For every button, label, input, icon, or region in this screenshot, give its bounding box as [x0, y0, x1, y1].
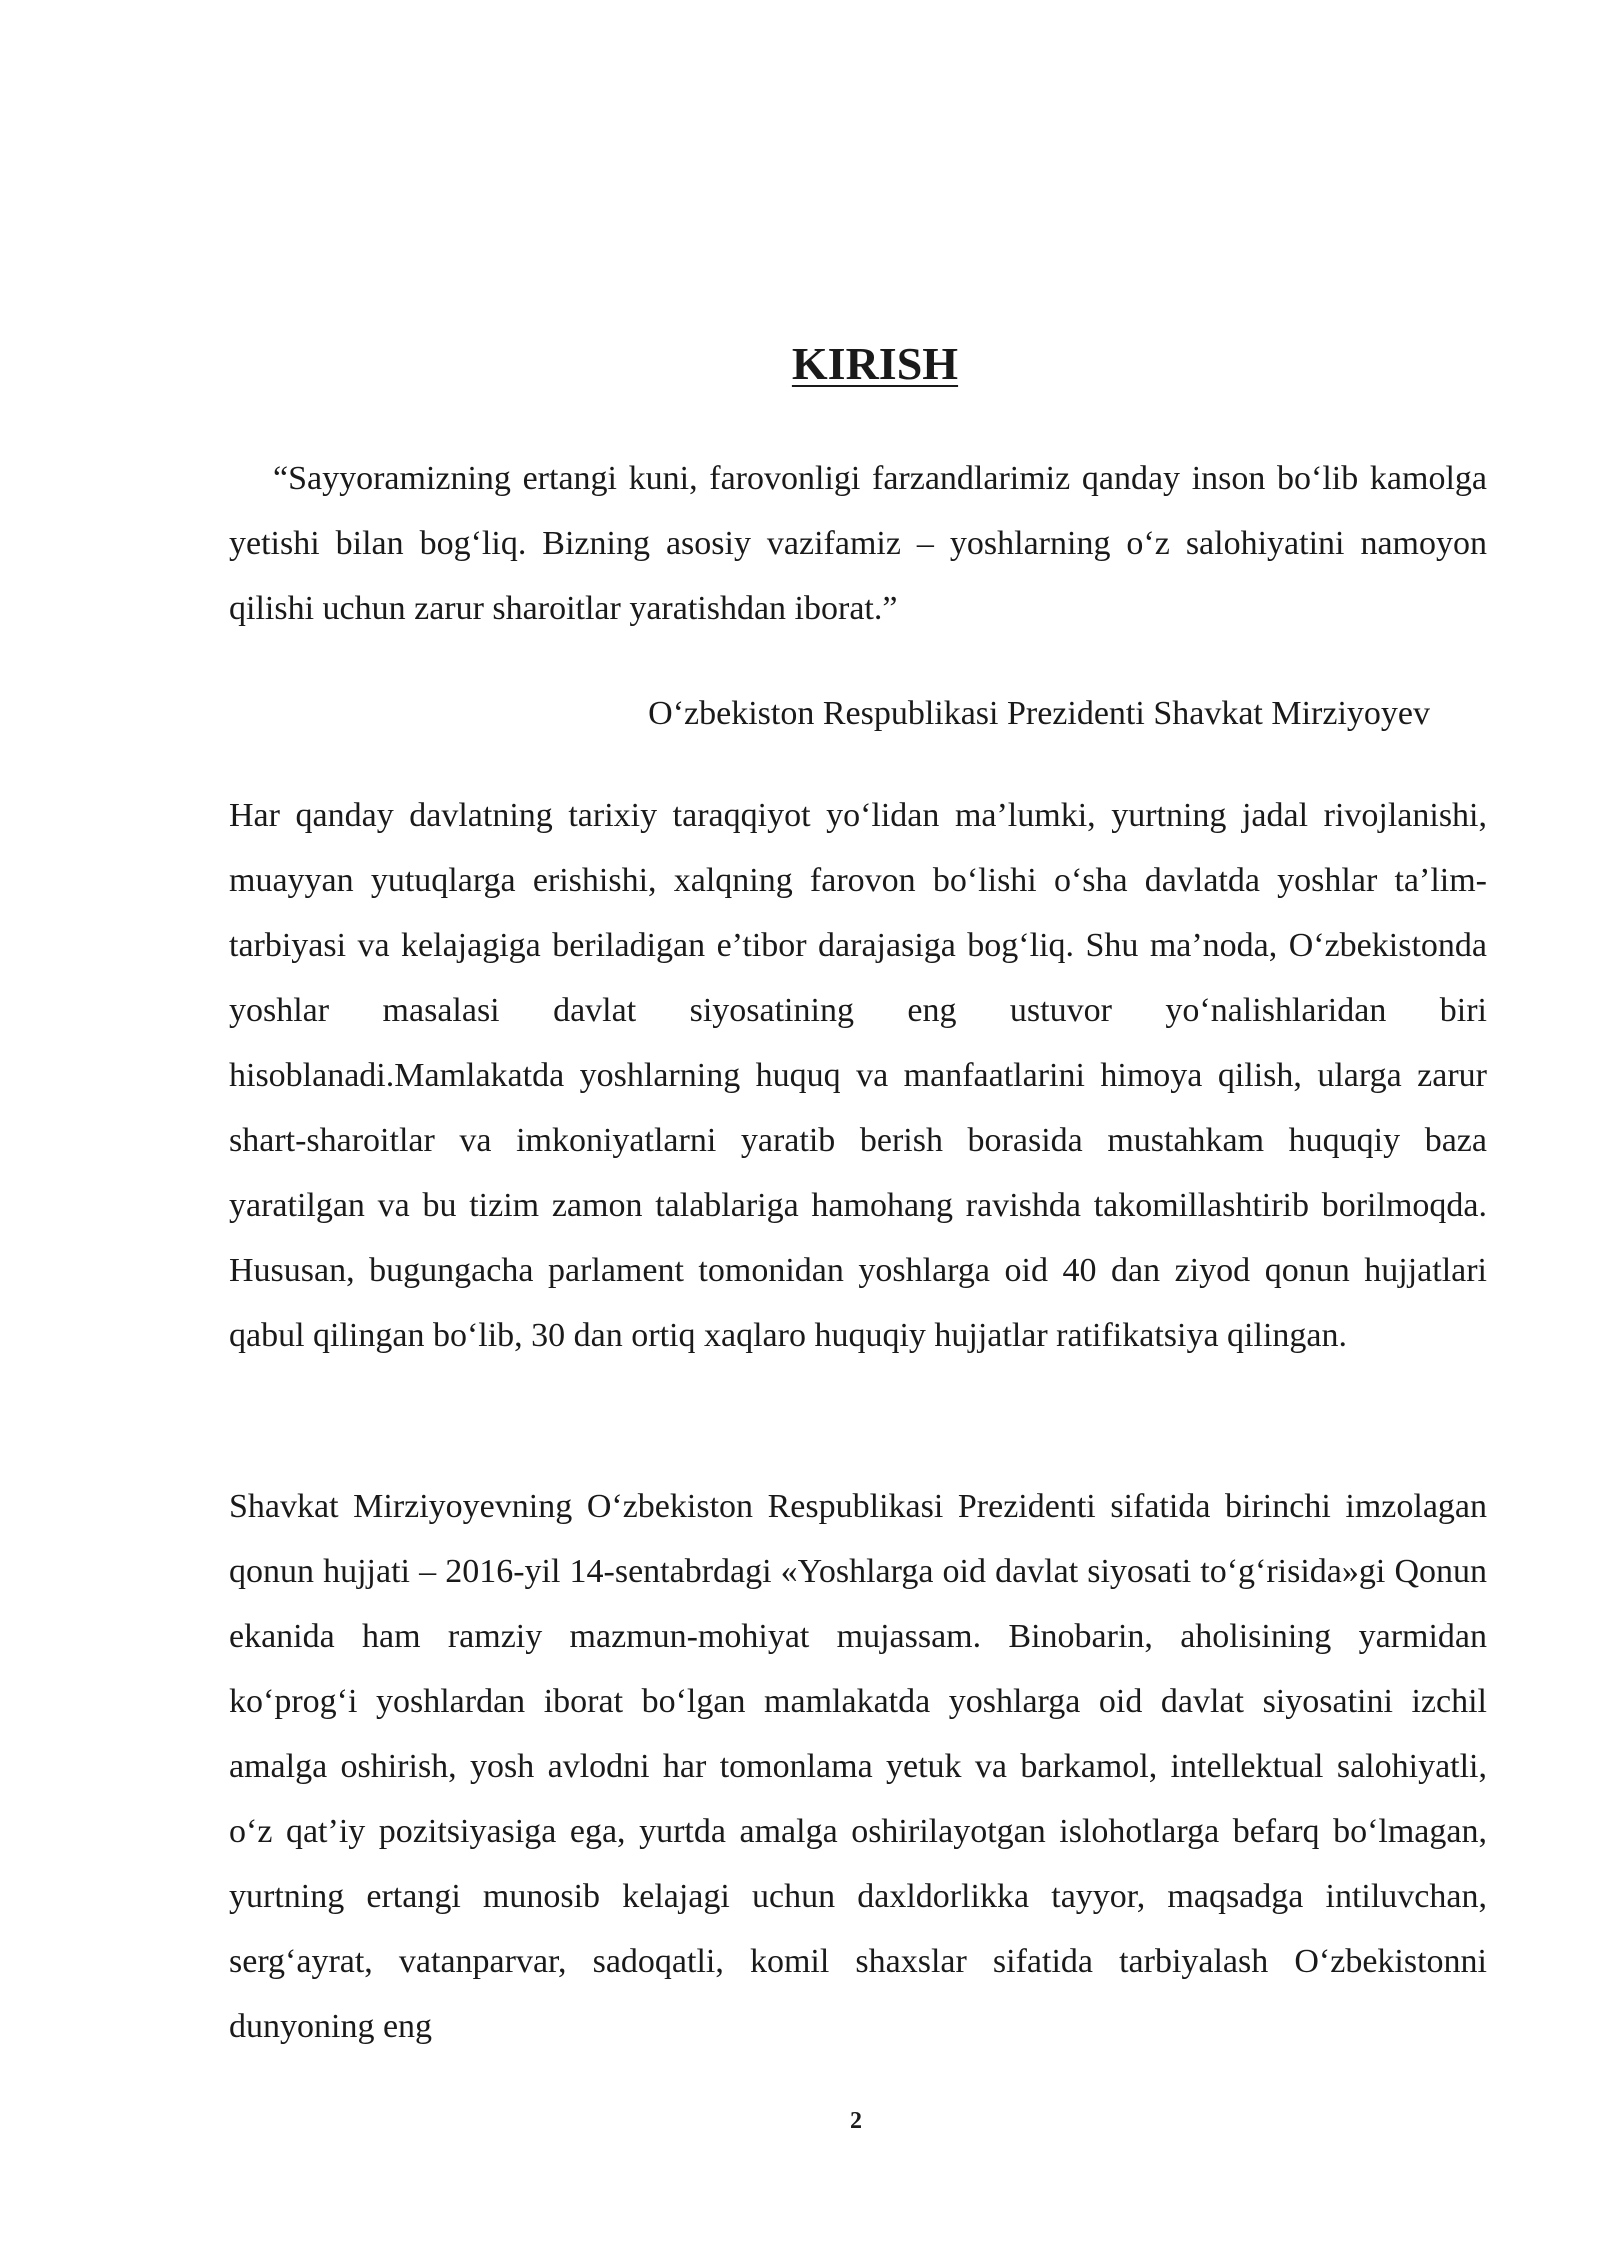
body-paragraph-2: Shavkat Mirziyoyevning O‘zbekiston Respublikasi Prezidenti sifatida birinchi imzolagan qonun hujjati – 2016-yil 14-sentabrdagi «Yoshlarga oid davlat siyosati to‘g‘risida»gi Qonun ekanida ham ramziy mazmun-mohiyat mujassam. Binobarin, aholisining yarmidan ko‘prog‘i yoshlardan iborat bo‘lgan mamlakatda yoshlarga oid davlat siyosatini izchil amalga oshirish, yosh avlodni har tomonlama yetuk va barkamol, intellektual salohiyatli, o‘z qat’iy pozitsiyasiga ega, yurtda amalga oshirilayotgan islohotlarga befarq bo‘lmagan, yurtning ertangi munosib kelajagi uchun daxldorlikka tayyor, maqsadga intiluvchan, serg‘ayrat, vatanparvar, sadoqatli, komil shaxslar sifatida tarbiyalash O‘zbekistonni dunyoning eng — [229, 1488, 1487, 2045]
epigraph-author: O‘zbekiston Respublikasi Prezidenti Shavkat Mirziyoyev — [648, 695, 1430, 732]
page-title: KIRISH — [791, 338, 959, 389]
body-paragraph-1: Har qanday davlatning tarixiy taraqqiyot yo‘lidan ma’lumki, yurtning jadal rivojlanishi, muayyan yutuqlarga erishishi, xalqning farovon bo‘lishi o‘sha davlatda yoshlar ta’lim-tarbiyasi va kelajagiga beriladigan e’tibor darajasiga bog‘liq. Shu ma’noda, O‘zbekistonda yoshlar masalasi davlat siyosatining eng ustuvor yo‘nalishlaridan biri hisoblanadi.Mamlakatda yoshlarning huquq va manfaatlarini himoya qilish, ularga zarur shart-sharoitlar va imkoniyatlarni yaratib berish borasida mustahkam huquqiy baza yaratilgan va bu tizim zamon talablariga hamohang ravishda takomillashtirib borilmoqda. Hususan, bugungacha parlament tomonidan yoshlarga oid 40 dan ziyod qonun hujjatlari qabul qilingan bo‘lib, 30 dan ortiq xaqlaro huquqiy hujjatlar ratifikatsiya qilingan. — [229, 797, 1487, 1354]
epigraph-quote: “Sayyoramizning ertangi kuni, farovonligi farzandlarimiz qanday inson bo‘lib kamolga yetishi bilan bog‘liq. Bizning asosiy vazifamiz – yoshlarning o‘z salohiyatini namoyon qilishi uchun zarur sharoitlar yaratishdan iborat.” — [229, 460, 1487, 627]
page-number: 2 — [850, 2108, 862, 2134]
